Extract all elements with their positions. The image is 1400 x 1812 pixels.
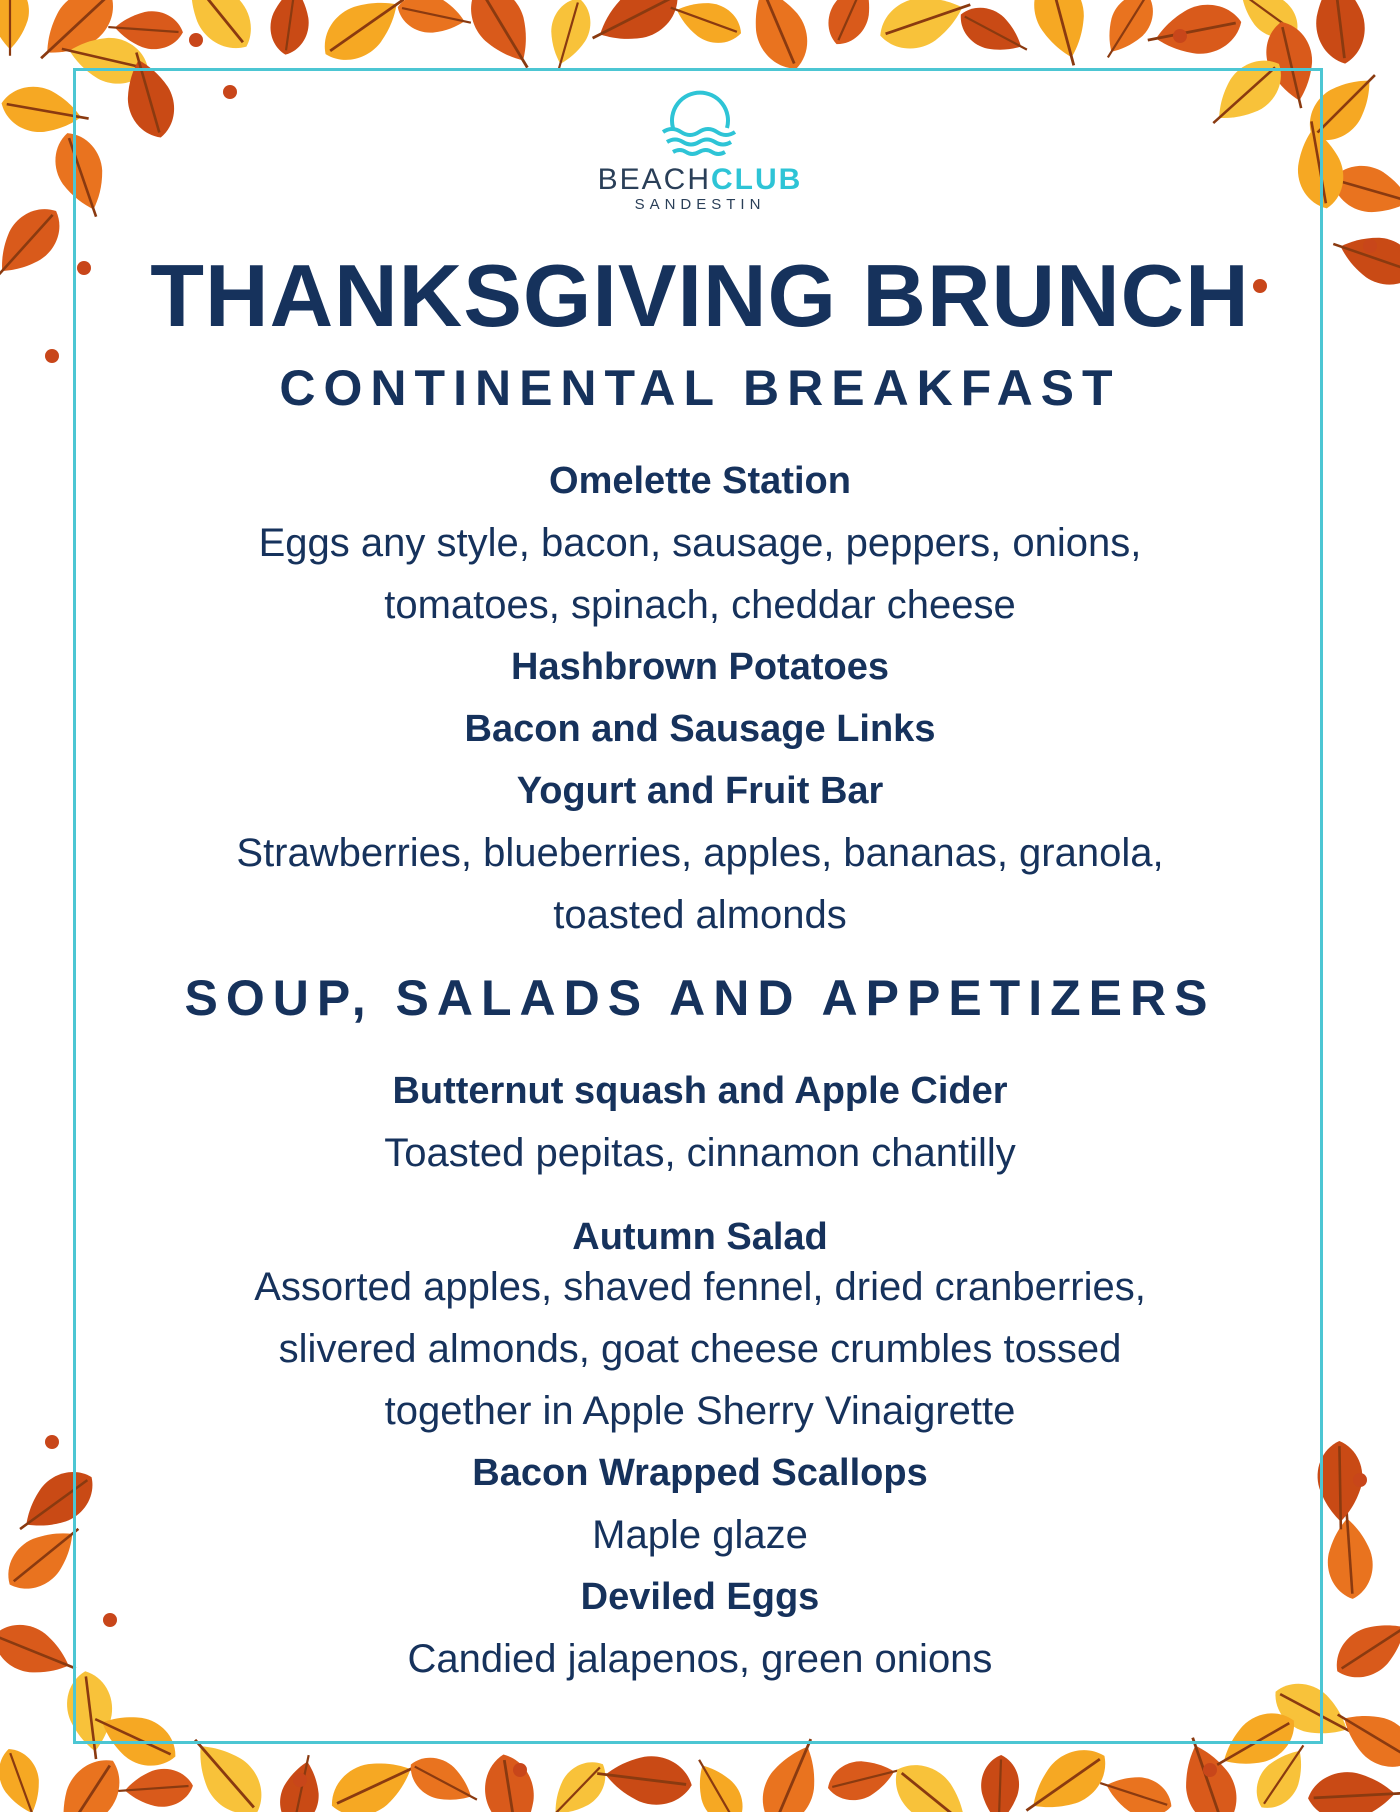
autumn-leaf-icon <box>394 0 475 41</box>
autumn-leaf-icon <box>267 0 315 57</box>
autumn-leaf-icon <box>1310 0 1369 67</box>
autumn-leaf-icon <box>117 1767 194 1810</box>
berry-icon <box>1173 29 1187 43</box>
autumn-leaf-icon <box>882 1751 986 1812</box>
berry-icon <box>1203 1763 1217 1777</box>
menu-item-title: Butternut squash and Apple Cider <box>392 1070 1008 1112</box>
autumn-leaf-icon <box>1326 1695 1400 1779</box>
berry-icon <box>45 349 59 363</box>
menu-item-title: Bacon Wrapped Scallops <box>472 1452 928 1494</box>
autumn-leaf-icon <box>952 0 1036 66</box>
autumn-leaf-icon <box>872 0 978 58</box>
menu-item-title: Deviled Eggs <box>580 1576 820 1618</box>
autumn-leaf-icon <box>1325 1604 1400 1690</box>
menu-item-title: Bacon and Sausage Links <box>464 708 936 750</box>
autumn-leaf-icon <box>980 1754 1020 1812</box>
menu-item-description: together in Apple Sherry Vinaigrette <box>384 1389 1016 1433</box>
menu-card <box>100 88 1300 1728</box>
berry-icon <box>293 1773 307 1787</box>
autumn-leaf-icon <box>1143 0 1246 64</box>
autumn-leaf-icon <box>0 1743 52 1812</box>
autumn-leaf-icon <box>537 1751 616 1812</box>
menu-item-description: slivered almonds, goat cheese crumbles tossed <box>278 1327 1122 1371</box>
menu-item-description: Candied jalapenos, green onions <box>407 1637 993 1681</box>
menu-item-description: tomatoes, spinach, cheddar cheese <box>384 583 1016 627</box>
autumn-leaf-icon <box>0 1615 84 1690</box>
autumn-leaf-icon <box>402 1748 486 1812</box>
page-title: THANKSGIVING BRUNCH <box>150 246 1250 345</box>
autumn-leaf-icon <box>819 0 884 52</box>
autumn-leaf-icon <box>0 196 73 292</box>
menu-item-title: Autumn Salad <box>572 1216 828 1258</box>
autumn-leaf-icon <box>737 0 819 78</box>
autumn-leaf-icon <box>540 0 597 75</box>
logo-subtitle: SANDESTIN <box>634 196 766 213</box>
autumn-leaf-icon <box>1092 0 1164 67</box>
menu-item-title: Yogurt and Fruit Bar <box>516 770 884 812</box>
menu-item-title: Hashbrown Potatoes <box>511 646 889 688</box>
berry-icon <box>1363 239 1377 253</box>
beach-club-logo <box>100 88 1300 228</box>
menu-item-description: Assorted apples, shaved fennel, dried cranberries, <box>254 1265 1146 1309</box>
berry-icon <box>189 33 203 47</box>
autumn-leaf-icon <box>664 0 747 51</box>
autumn-leaf-icon <box>1094 1765 1177 1812</box>
menu-item-description: toasted almonds <box>553 893 847 937</box>
autumn-leaf-icon <box>1013 1736 1119 1812</box>
berry-icon <box>1353 1473 1367 1487</box>
autumn-leaf-icon <box>1307 1769 1400 1812</box>
menu-item-description: Eggs any style, bacon, sausage, peppers, onions, <box>258 521 1142 565</box>
autumn-leaf-icon <box>823 1752 905 1807</box>
autumn-leaf-icon <box>1324 1509 1375 1600</box>
autumn-leaf-icon <box>41 1748 133 1812</box>
wave-moon-icon <box>655 88 745 160</box>
berry-icon <box>45 1435 59 1449</box>
berry-icon <box>513 1763 527 1777</box>
menu-item-description: Maple glaze <box>592 1513 808 1557</box>
menu-item-description: Strawberries, blueberries, apples, bananas, granola, <box>236 831 1164 875</box>
autumn-leaf-icon <box>1026 0 1097 72</box>
logo-word-club: CLUB <box>711 163 803 196</box>
menu-item-description: Toasted pepitas, cinnamon chantilly <box>384 1131 1016 1175</box>
section-heading-breakfast: CONTINENTAL BREAKFAST <box>279 360 1121 416</box>
autumn-leaf-icon <box>322 1744 429 1812</box>
logo-wordmark <box>100 164 1300 196</box>
autumn-leaf-icon <box>594 1750 694 1809</box>
section-heading-soup-salads: SOUP, SALADS AND APPETIZERS <box>184 970 1216 1026</box>
logo-word-beach: BEACH <box>597 163 712 196</box>
autumn-leaf-icon <box>0 0 29 56</box>
autumn-leaf-icon <box>1326 223 1400 294</box>
autumn-leaf-icon <box>480 1751 543 1812</box>
menu-item-title: Omelette Station <box>549 460 851 502</box>
autumn-leaf-icon <box>683 1750 753 1812</box>
